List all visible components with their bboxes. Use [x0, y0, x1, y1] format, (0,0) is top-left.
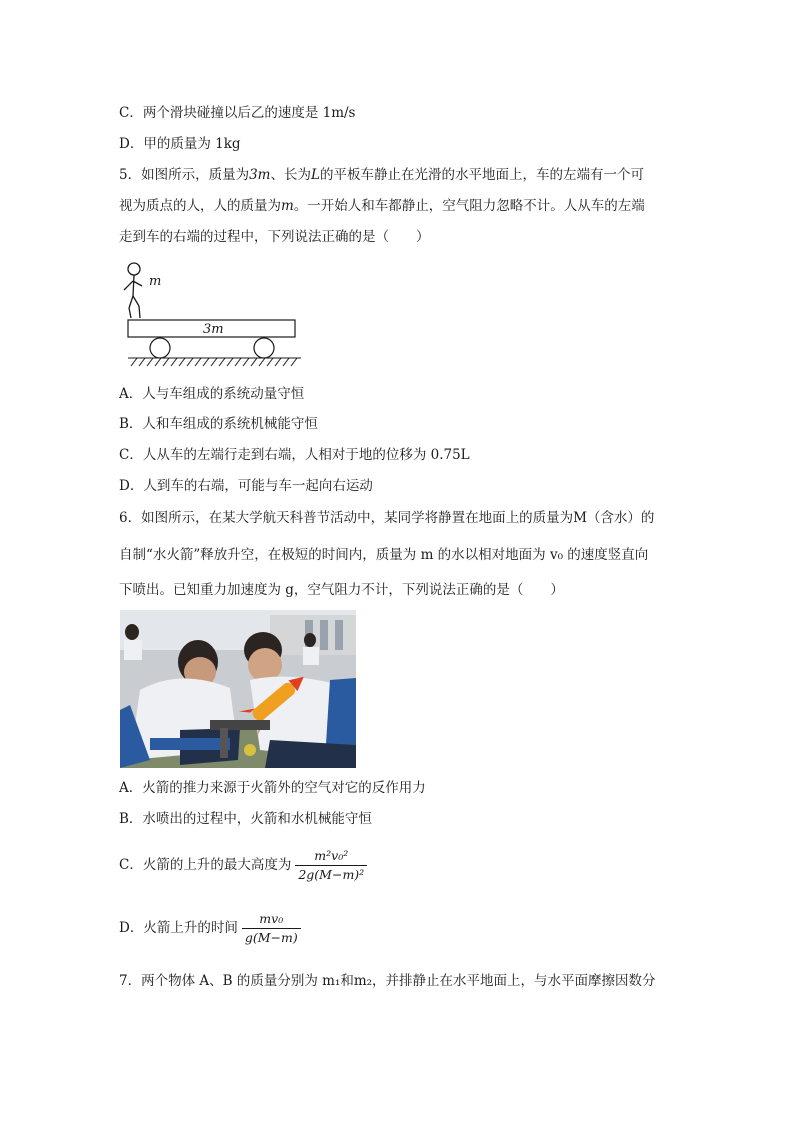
- cart-wheel-left: [150, 338, 170, 358]
- q5-option-c: C．人从车的左端行走到右端，人相对于地的位移为 0.75L: [119, 447, 470, 463]
- q6-option-d-text: D．火箭上升的时间: [119, 920, 238, 936]
- q5-option-a: A．人与车组成的系统动量守恒: [119, 386, 305, 402]
- rise-time-fraction: [242, 911, 301, 946]
- q6-option-c: [119, 848, 367, 883]
- q5-stem-line2: 视为质点的人，人的质量为m。一开始人和车都静止，空气阻力忽略不计。人从车的左端: [119, 198, 645, 214]
- q6-option-a: A．火箭的推力来源于火箭外的空气对它的反作用力: [119, 780, 426, 796]
- max-height-fraction: [295, 848, 367, 883]
- q6-option-c-text: C．火箭的上升的最大高度为: [119, 857, 292, 873]
- q7-stem-line1: 7．两个物体 A、B 的质量分别为 m₁和m₂，并排静止在水平地面上，与水平面摩擦因数分: [119, 973, 656, 989]
- q6-option-b: B．水喷出的过程中，火箭和水机械能守恒: [119, 811, 372, 827]
- person-stick-figure: [124, 263, 142, 318]
- cart-wheel-right: [254, 338, 274, 358]
- q5-stem-line3: 走到车的右端的过程中，下列说法正确的是（ ）: [119, 229, 430, 245]
- fraction-numerator: m²v₀²: [295, 848, 367, 866]
- q5-option-b: B．人和车组成的系统机械能守恒: [119, 416, 318, 432]
- q6-stem-line1: 6．如图所示，在某大学航天科普节活动中，某同学将静置在地面上的质量为M（含水）的: [119, 510, 655, 526]
- q4-option-c: C．两个滑块碰撞以后乙的速度是 1m/s: [119, 105, 356, 121]
- fraction-denominator: 2g(M−m)²: [298, 867, 365, 882]
- person-mass-label: m: [149, 274, 162, 289]
- fraction-denominator: g(M−m): [244, 930, 298, 945]
- cart-mass-label: 3m: [203, 322, 224, 337]
- water-rocket-photo: [120, 610, 356, 768]
- ground-hatching: [128, 358, 301, 366]
- fraction-numerator: mv₀: [242, 911, 301, 929]
- q4-option-d: D．甲的质量为 1kg: [119, 136, 241, 152]
- q5-option-d: D．人到车的右端，可能与车一起向右运动: [119, 478, 373, 494]
- q5-stem-line1: 5．如图所示，质量为3m、长为L的平板车静止在光滑的水平地面上，车的左端有一个可: [119, 167, 644, 183]
- person-on-cart-figure: [119, 258, 309, 368]
- q6-option-d: [119, 911, 301, 946]
- q6-stem-line2: 自制“水火箭”释放升空，在极短的时间内，质量为 m 的水以相对地面为 v₀ 的速度竖直向: [119, 547, 649, 563]
- q6-stem-line3: 下喷出。已知重力加速度为 g，空气阻力不计，下列说法正确的是（ ）: [119, 582, 564, 598]
